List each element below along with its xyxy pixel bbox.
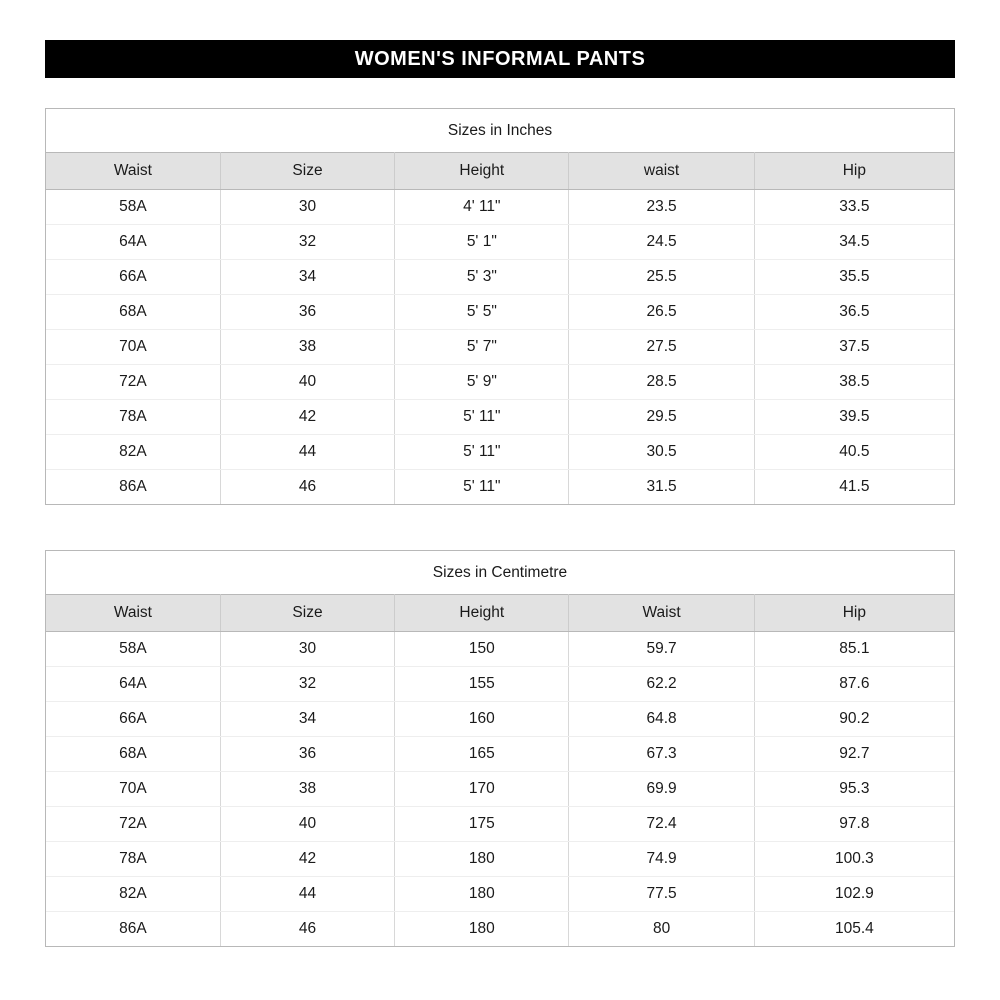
cell-size: 32 [220,667,394,702]
table-row [46,842,954,877]
cell-size: 40 [220,807,394,842]
cell-waist-measure: 64.8 [569,702,754,737]
cell-waist-measure: 30.5 [569,435,754,470]
cell-hip: 87.6 [754,667,954,702]
cell-waist-measure: 74.9 [569,842,754,877]
table-header-row [46,595,954,632]
cell-waist-label: 64A [46,225,220,260]
cell-waist-label: 70A [46,772,220,807]
cell-hip: 85.1 [754,632,954,667]
cell-hip: 102.9 [754,877,954,912]
column-header-height: Height [395,153,569,190]
table-row [46,702,954,737]
cell-hip: 34.5 [754,225,954,260]
cell-size: 44 [220,877,394,912]
cell-waist-label: 66A [46,702,220,737]
cell-waist-label: 72A [46,365,220,400]
cell-height: 155 [395,667,569,702]
column-header-hip: Hip [754,595,954,632]
cell-waist-label: 82A [46,435,220,470]
cell-waist-label: 68A [46,737,220,772]
cell-height: 165 [395,737,569,772]
cell-size: 46 [220,470,394,505]
centimetre-table-head [46,595,954,632]
cell-height: 180 [395,877,569,912]
cell-waist-measure: 31.5 [569,470,754,505]
cell-waist-measure: 24.5 [569,225,754,260]
cell-size: 34 [220,702,394,737]
cell-height: 5' 9" [395,365,569,400]
cell-height: 175 [395,807,569,842]
table-row [46,912,954,947]
cell-hip: 37.5 [754,330,954,365]
cell-height: 180 [395,842,569,877]
cell-size: 30 [220,632,394,667]
size-table-centimetre [45,550,955,947]
cell-waist-measure: 77.5 [569,877,754,912]
cell-height: 5' 11" [395,470,569,505]
table-row [46,470,954,505]
cell-hip: 35.5 [754,260,954,295]
column-header-waist-label: Waist [46,153,220,190]
column-header-hip: Hip [754,153,954,190]
column-header-size: Size [220,153,394,190]
cell-size: 36 [220,737,394,772]
table-row [46,435,954,470]
cell-waist-label: 58A [46,190,220,225]
inches-table [46,152,954,504]
cell-waist-measure: 69.9 [569,772,754,807]
table-row [46,632,954,667]
cell-waist-label: 86A [46,470,220,505]
cell-hip: 38.5 [754,365,954,400]
cell-waist-measure: 26.5 [569,295,754,330]
column-header-height: Height [395,595,569,632]
cell-size: 42 [220,400,394,435]
table-row [46,772,954,807]
cell-size: 40 [220,365,394,400]
table-row [46,877,954,912]
cell-size: 38 [220,330,394,365]
column-header-size: Size [220,595,394,632]
cell-size: 42 [220,842,394,877]
cell-waist-measure: 59.7 [569,632,754,667]
centimetre-table [46,594,954,946]
cell-waist-measure: 23.5 [569,190,754,225]
cell-hip: 105.4 [834,920,874,937]
cell-waist-label: 66A [46,260,220,295]
cell-waist-label: 82A [46,877,220,912]
table-header-row [46,153,954,190]
table-row [46,190,954,225]
cell-waist-measure: 27.5 [569,330,754,365]
cell-waist-measure: 72.4 [569,807,754,842]
cell-height: 5' 7" [395,330,569,365]
cell-waist-label: 78A [46,400,220,435]
table-row [46,807,954,842]
cell-height: 5' 11" [395,435,569,470]
cell-height: 5' 3" [395,260,569,295]
table-row [46,260,954,295]
cell-height: 5' 11" [395,400,569,435]
cell-size: 38 [220,772,394,807]
table-row [46,295,954,330]
cell-waist-label: 72A [46,807,220,842]
cell-hip: 36.5 [754,295,954,330]
cell-height: 160 [395,702,569,737]
cell-size: 46 [220,912,394,947]
cell-waist-measure: 62.2 [569,667,754,702]
cell-height: 180 [395,912,569,947]
cell-size: 34 [220,260,394,295]
table-row [46,667,954,702]
cell-hip: 41.5 [839,478,870,495]
cell-size: 32 [220,225,394,260]
cell-hip: 92.7 [754,737,954,772]
cell-waist-measure: 29.5 [569,400,754,435]
size-table-inches [45,108,955,505]
centimetre-table-body [46,632,954,947]
page-title-bar [45,40,955,78]
cell-height: 170 [395,772,569,807]
table-row [46,737,954,772]
column-header-waist-measure: Waist [569,595,754,632]
cell-waist-label: 86A [46,912,220,947]
cell-waist-measure: 28.5 [569,365,754,400]
table-row [46,365,954,400]
cell-height: 4' 11" [395,190,569,225]
table-row [46,400,954,435]
cell-waist-label: 78A [46,842,220,877]
table-caption-inches: Sizes in Inches [46,109,954,152]
cell-waist-label: 70A [46,330,220,365]
cell-waist-label: 58A [46,632,220,667]
cell-size: 36 [220,295,394,330]
cell-height: 150 [395,632,569,667]
inches-table-head [46,153,954,190]
cell-waist-measure: 25.5 [569,260,754,295]
column-header-waist-label: Waist [46,595,220,632]
cell-height: 5' 1" [395,225,569,260]
cell-size: 30 [220,190,394,225]
cell-height: 5' 5" [395,295,569,330]
table-row [46,330,954,365]
cell-hip: 90.2 [754,702,954,737]
cell-hip: 33.5 [754,190,954,225]
column-header-waist-measure: waist [569,153,754,190]
cell-hip: 100.3 [754,842,954,877]
cell-waist-label: 64A [46,667,220,702]
cell-waist-label: 68A [46,295,220,330]
cell-hip: 97.8 [754,807,954,842]
inches-table-body [46,190,954,505]
cell-hip: 39.5 [754,400,954,435]
cell-hip: 40.5 [754,435,954,470]
table-caption-centimetre: Sizes in Centimetre [46,551,954,594]
table-row [46,225,954,260]
cell-waist-measure: 67.3 [569,737,754,772]
page-title: WOMEN'S INFORMAL PANTS [354,47,646,70]
cell-size: 44 [220,435,394,470]
cell-hip: 95.3 [754,772,954,807]
cell-waist-measure: 80 [569,912,754,947]
